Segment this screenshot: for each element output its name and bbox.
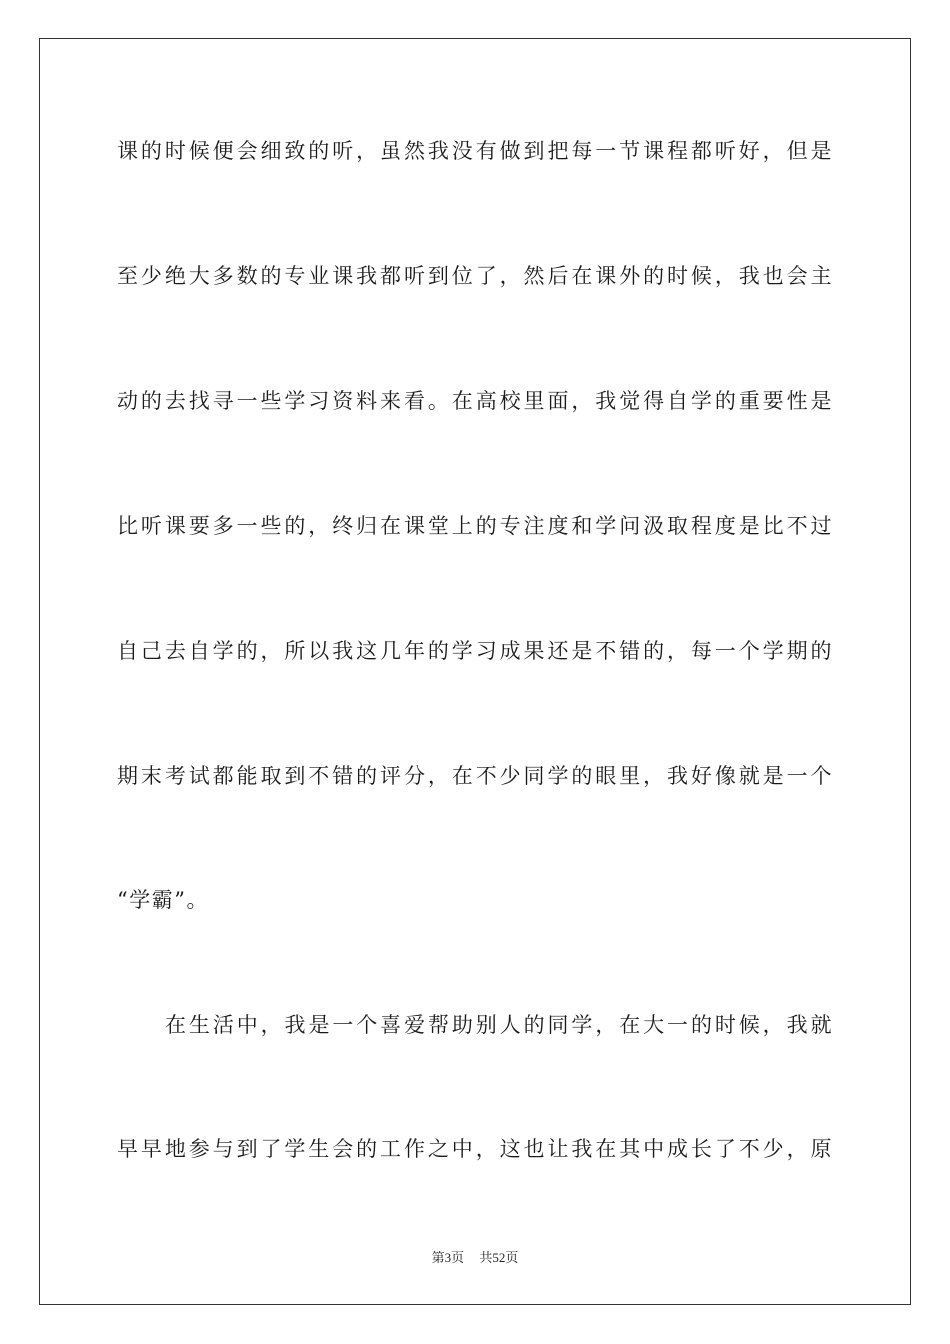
page-number: 第3页 [431,1250,465,1265]
text-line-2: 至少绝大多数的专业课我都听到位了，然后在课外的时候，我也会主 [117,264,833,288]
text-line-6: 期末考试都能取到不错的评分，在不少同学的眼里，我好像就是一个 [117,764,833,788]
page-total: 共52页 [479,1250,519,1265]
text-line-7: “学霸”。 [117,888,209,912]
page-footer [0,1247,950,1266]
text-line-5: 自己去自学的，所以我这几年的学习成果还是不错的，每一个学期的 [117,639,833,663]
page-border [39,38,911,1305]
text-line-1: 课的时候便会细致的听，虽然我没有做到把每一节课程都听好，但是 [117,139,833,163]
text-line-8: 在生活中，我是一个喜爱帮助别人的同学，在大一的时候，我就 [165,1013,833,1037]
text-line-4: 比听课要多一些的，终归在课堂上的专注度和学问汲取程度是比不过 [117,514,833,538]
text-line-9: 早早地参与到了学生会的工作之中，这也让我在其中成长了不少，原 [117,1137,833,1161]
text-line-3: 动的去找寻一些学习资料来看。在高校里面，我觉得自学的重要性是 [117,389,833,413]
